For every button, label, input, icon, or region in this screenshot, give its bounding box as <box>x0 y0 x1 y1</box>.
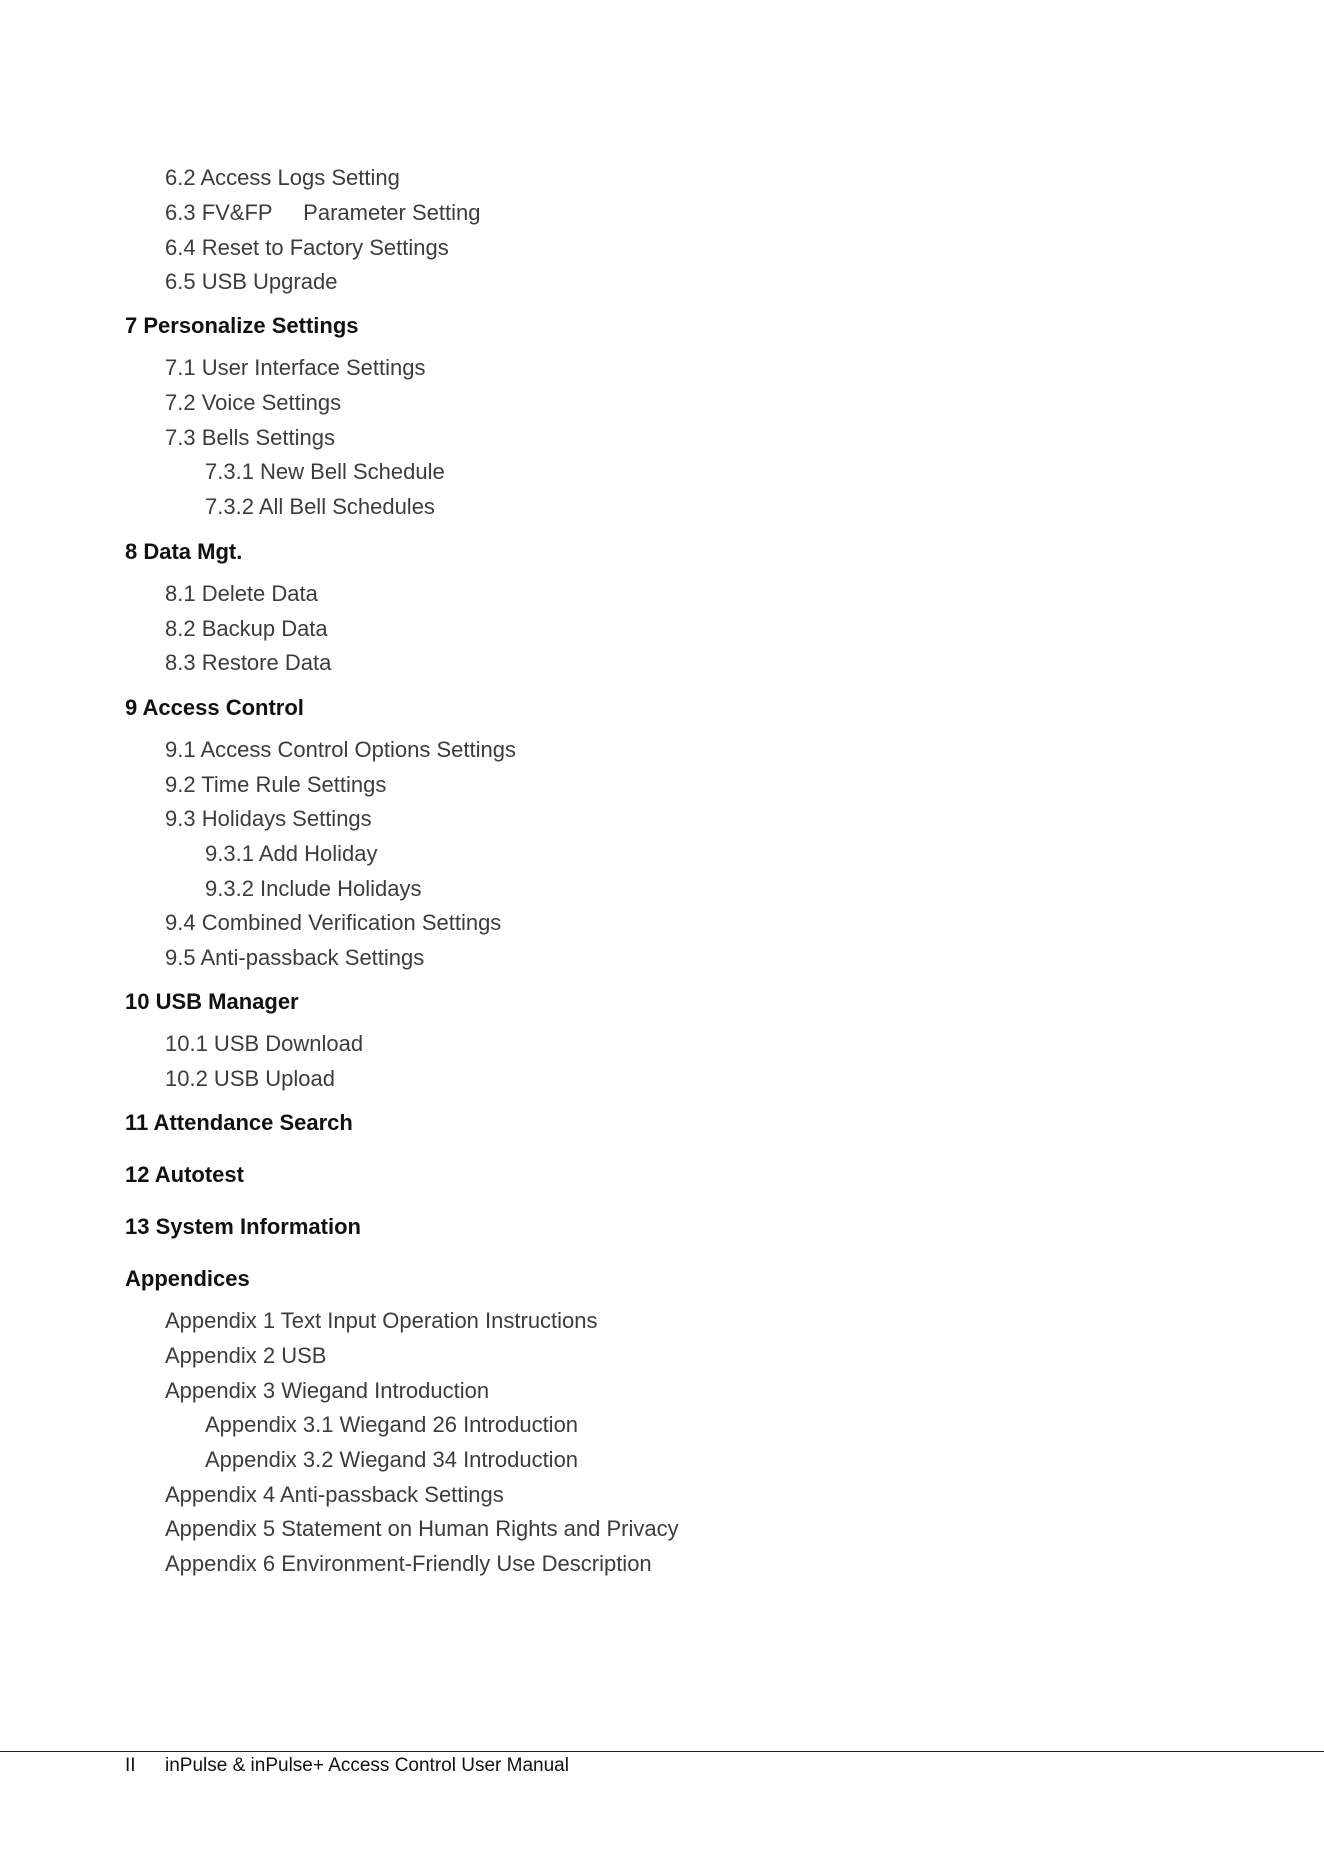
toc-appendices-heading[interactable]: Appendices <box>125 1266 250 1291</box>
toc-appendix-3-1[interactable]: Appendix 3.1 Wiegand 26 Introduction <box>205 1412 579 1437</box>
page-number: II <box>125 1755 136 1776</box>
toc-chapter-8[interactable]: 8 Data Mgt. <box>125 539 243 564</box>
toc-entry-7-1[interactable]: 7.1 User Interface Settings <box>165 355 426 380</box>
toc-entry-9-1[interactable]: 9.1 Access Control Options Settings <box>165 737 516 762</box>
toc-entry-7-3-2[interactable]: 7.3.2 All Bell Schedules <box>205 494 435 519</box>
toc-chapter-10[interactable]: 10 USB Manager <box>125 989 299 1014</box>
toc-entry-8-3[interactable]: 8.3 Restore Data <box>165 650 332 675</box>
footer-divider <box>0 1751 1324 1752</box>
toc-chapter-11[interactable]: 11 Attendance Search <box>125 1110 353 1135</box>
toc-entry-6-3[interactable]: 6.3 FV&FP Parameter Setting <box>165 200 481 225</box>
toc-entry-9-5[interactable]: 9.5 Anti-passback Settings <box>165 945 425 970</box>
toc-entry-7-3-1[interactable]: 7.3.1 New Bell Schedule <box>205 459 445 484</box>
toc-entry-10-1[interactable]: 10.1 USB Download <box>165 1031 364 1056</box>
toc-appendix-6[interactable]: Appendix 6 Environment-Friendly Use Description <box>165 1551 652 1576</box>
toc-entry-9-2[interactable]: 9.2 Time Rule Settings <box>165 772 387 797</box>
toc-entry-7-2[interactable]: 7.2 Voice Settings <box>165 390 342 415</box>
toc-entry-8-2[interactable]: 8.2 Backup Data <box>165 616 328 641</box>
toc-entry-6-4[interactable]: 6.4 Reset to Factory Settings <box>165 235 449 260</box>
toc-appendix-4[interactable]: Appendix 4 Anti-passback Settings <box>165 1482 504 1507</box>
toc-entry-9-3-1[interactable]: 9.3.1 Add Holiday <box>205 841 378 866</box>
toc-appendix-3[interactable]: Appendix 3 Wiegand Introduction <box>165 1378 490 1403</box>
toc-entry-8-1[interactable]: 8.1 Delete Data <box>165 581 318 606</box>
toc-appendix-5[interactable]: Appendix 5 Statement on Human Rights and Privacy <box>165 1516 679 1541</box>
toc-chapter-9[interactable]: 9 Access Control <box>125 695 304 720</box>
toc-chapter-13[interactable]: 13 System Information <box>125 1214 361 1239</box>
toc-entry-9-3-2[interactable]: 9.3.2 Include Holidays <box>205 876 422 901</box>
toc-entry-6-5[interactable]: 6.5 USB Upgrade <box>165 269 338 294</box>
toc-entry-6-2[interactable]: 6.2 Access Logs Setting <box>165 165 400 190</box>
toc-appendix-2[interactable]: Appendix 2 USB <box>165 1343 327 1368</box>
toc-entry-7-3[interactable]: 7.3 Bells Settings <box>165 425 335 450</box>
toc-entry-10-2[interactable]: 10.2 USB Upload <box>165 1066 335 1091</box>
toc-entry-9-3[interactable]: 9.3 Holidays Settings <box>165 806 372 831</box>
toc-entry-9-4[interactable]: 9.4 Combined Verification Settings <box>165 910 502 935</box>
toc-appendix-1[interactable]: Appendix 1 Text Input Operation Instructions <box>165 1308 598 1333</box>
toc-chapter-12[interactable]: 12 Autotest <box>125 1162 244 1187</box>
toc-chapter-7[interactable]: 7 Personalize Settings <box>125 313 359 338</box>
footer-manual-title: inPulse & inPulse+ Access Control User Manual <box>165 1755 569 1776</box>
toc-appendix-3-2[interactable]: Appendix 3.2 Wiegand 34 Introduction <box>205 1447 579 1472</box>
